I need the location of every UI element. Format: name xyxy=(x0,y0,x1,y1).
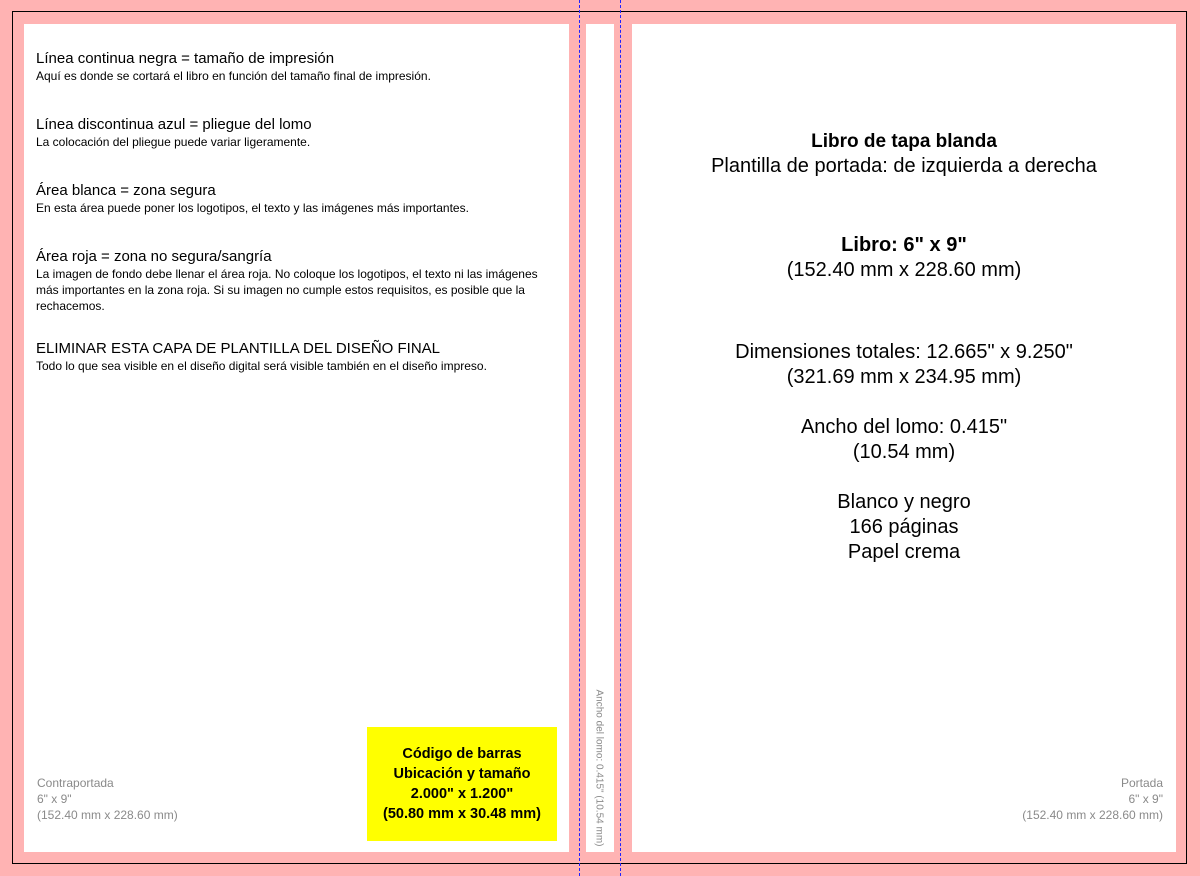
interior-color: Blanco y negro xyxy=(837,491,971,513)
spine-fold-line-left xyxy=(579,0,580,876)
spine-width: Ancho del lomo: 0.415" xyxy=(800,416,1008,438)
template-title: Libro de tapa blanda xyxy=(811,131,997,152)
book-size-block xyxy=(632,233,1176,283)
template-title-block xyxy=(632,129,1176,179)
instruction-text: Todo lo que sea visible en el diseño digital será visible también en el diseño impreso. xyxy=(36,359,487,373)
barcode-size-mm: (50.80 mm x 30.48 mm) xyxy=(383,806,541,822)
barcode-size-in: 2.000" x 1.200" xyxy=(410,786,514,802)
front-cover-size-in: 6" x 9" xyxy=(1128,792,1163,806)
instruction-safe-zone xyxy=(36,182,556,216)
paper-type: Papel crema xyxy=(847,541,961,563)
instruction-text: La colocación del pliegue puede variar ligeramente. xyxy=(36,135,311,149)
spine-width-block xyxy=(632,415,1176,465)
instruction-text: En esta área puede poner los logotipos, el texto y las imágenes más importantes. xyxy=(36,201,469,215)
barcode-title: Código de barras xyxy=(402,746,522,762)
back-cover-label xyxy=(37,775,178,823)
book-size: Libro: 6" x 9" xyxy=(841,234,967,256)
instruction-fold xyxy=(36,116,556,150)
print-specs-block xyxy=(632,490,1176,565)
instruction-heading: Área roja = zona no segura/sangría xyxy=(36,248,272,265)
front-cover-size-mm: (152.40 mm x 228.60 mm) xyxy=(1022,808,1163,822)
instruction-bleed xyxy=(36,248,556,314)
book-size-mm: (152.40 mm x 228.60 mm) xyxy=(786,259,1022,281)
spine-width-label: Ancho del lomo: 0.415" (10.54 mm) xyxy=(593,689,605,847)
front-cover-name: Portada xyxy=(1120,776,1163,790)
template-subtitle: Plantilla de portada: de izquierda a derecha xyxy=(711,155,1097,177)
spine-width-mm: (10.54 mm) xyxy=(852,441,956,463)
front-cover-label xyxy=(1022,775,1163,823)
back-cover-size-mm: (152.40 mm x 228.60 mm) xyxy=(37,808,178,822)
barcode-area xyxy=(367,727,557,841)
spine-fold-line-right xyxy=(620,0,621,876)
barcode-subtitle: Ubicación y tamaño xyxy=(393,766,531,782)
instruction-heading: ELIMINAR ESTA CAPA DE PLANTILLA DEL DISEÑO FINAL xyxy=(36,340,441,357)
total-dimensions-block xyxy=(632,340,1176,390)
instruction-heading: Línea discontinua azul = pliegue del lomo xyxy=(36,116,312,133)
instruction-text: Aquí es donde se cortará el libro en función del tamaño final de impresión. xyxy=(36,69,431,83)
total-dimensions-mm: (321.69 mm x 234.95 mm) xyxy=(786,366,1022,388)
page-count: 166 páginas xyxy=(849,516,959,538)
instruction-trim xyxy=(36,50,556,84)
instruction-remove-layer xyxy=(36,340,556,374)
back-cover-name: Contraportada xyxy=(37,776,114,790)
instruction-heading: Línea continua negra = tamaño de impresión xyxy=(36,50,335,67)
instruction-text: La imagen de fondo debe llenar el área roja. No coloque los logotipos, el texto ni las imágenes más importantes en la zona roja. Si su imagen no cumple estos requisitos, es posible que la rechacemos. xyxy=(36,267,538,313)
total-dimensions: Dimensiones totales: 12.665" x 9.250" xyxy=(735,341,1073,363)
back-cover-size-in: 6" x 9" xyxy=(37,792,72,806)
instruction-heading: Área blanca = zona segura xyxy=(36,182,216,199)
